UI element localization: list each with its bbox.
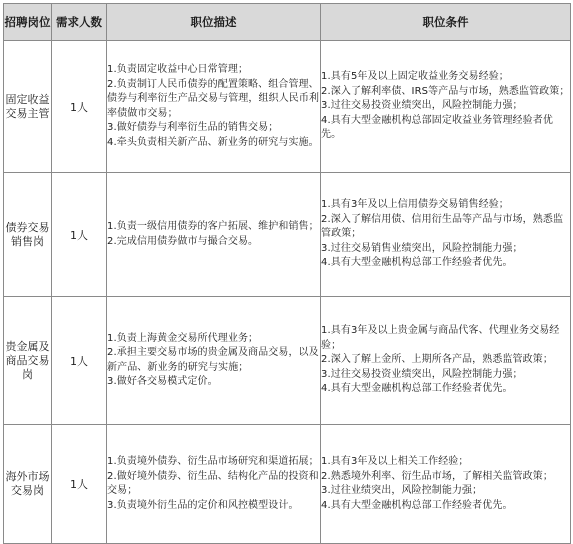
description-list bbox=[107, 63, 320, 150]
table-header bbox=[4, 4, 571, 41]
description-item: 2.负责制订人民币债券的配置策略、组合管理、债券与利率衍生产品交易与管理，组织人民币利率债做市交易； bbox=[107, 78, 320, 119]
requirements-cell bbox=[321, 41, 571, 173]
requirement-item: 4.具有大型金融机构总部固定收益业务管理经验者优先。 bbox=[321, 114, 553, 141]
requirements-list bbox=[321, 70, 570, 143]
table-row bbox=[4, 297, 571, 425]
description-cell bbox=[107, 297, 321, 425]
requirement-item: 2.深入了解利率债、IRS等产品与市场，熟悉监管政策； bbox=[321, 85, 570, 97]
requirements-cell bbox=[321, 173, 571, 297]
position-name: 固定收益交易主管 bbox=[4, 41, 52, 173]
requirement-item: 4.具有大型金融机构总部工作经验者优先。 bbox=[321, 383, 513, 395]
requirement-item: 1.具有3年及以上贵金属与商品代客、代理业务交易经验； bbox=[321, 325, 560, 351]
header-requirements: 职位条件 bbox=[321, 4, 571, 41]
description-item: 3.做好各交易模式定价。 bbox=[107, 376, 218, 387]
job-table bbox=[3, 3, 571, 544]
headcount: 1人 bbox=[52, 425, 107, 544]
position-name: 贵金属及商品交易岗 bbox=[4, 297, 52, 425]
requirements-list bbox=[321, 198, 570, 271]
description-item: 2.承担主要交易市场的贵金属及商品交易，以及新产品、新业务的研究与实施； bbox=[107, 347, 319, 373]
requirements-list bbox=[321, 324, 570, 397]
headcount: 1人 bbox=[52, 173, 107, 297]
requirements-list bbox=[321, 455, 570, 513]
position-name: 债券交易销售岗 bbox=[4, 173, 52, 297]
requirements-cell bbox=[321, 425, 571, 544]
requirement-item: 1.具有5年及以上固定收益业务交易经验； bbox=[321, 71, 509, 83]
description-list bbox=[107, 220, 320, 249]
requirement-item: 2.熟悉境外利率、衍生品市场，了解相关监管政策； bbox=[321, 470, 553, 482]
requirement-item: 3.过往交易销售业绩突出，风险控制能力强； bbox=[321, 242, 523, 254]
description-item: 3.做好债券与利率衍生品的销售交易； bbox=[107, 122, 279, 133]
description-item: 1.负责固定收益中心日常管理； bbox=[107, 64, 249, 75]
description-item: 2.做好境外债券、衍生品、结构化产品的投资和交易； bbox=[107, 470, 319, 496]
table-row bbox=[4, 425, 571, 544]
description-item: 1.负责上海黄金交易所代理业务； bbox=[107, 332, 259, 344]
requirement-item: 3.过往交易投资业绩突出，风险控制能力强； bbox=[321, 368, 523, 380]
requirement-item: 1.具有3年及以上信用债券交易销售经验； bbox=[321, 199, 509, 211]
requirement-item: 4.具有大型金融机构总部工作经验者优先。 bbox=[321, 499, 513, 511]
description-item: 4.牵头负责相关新产品、新业务的研究与实施。 bbox=[107, 136, 319, 148]
description-cell bbox=[107, 41, 321, 173]
requirement-item: 2.深入了解上金所、上期所各产品，熟悉监管政策； bbox=[321, 354, 553, 366]
description-item: 2.完成信用债券做市与撮合交易。 bbox=[107, 235, 259, 247]
position-name: 海外市场交易岗 bbox=[4, 425, 52, 544]
table-row bbox=[4, 41, 571, 173]
description-list bbox=[107, 332, 320, 390]
table-body bbox=[4, 41, 571, 544]
table-row bbox=[4, 173, 571, 297]
requirement-item: 2.深入了解信用债、信用衍生品等产品与市场，熟悉监管政策； bbox=[321, 213, 564, 240]
requirement-item: 4.具有大型金融机构总部工作经验者优先。 bbox=[321, 257, 513, 269]
description-list bbox=[107, 455, 320, 513]
header-count: 需求人数 bbox=[52, 4, 107, 41]
page-container bbox=[3, 3, 571, 544]
description-item: 1.负责一级信用债券的客户拓展、维护和销售； bbox=[107, 221, 319, 232]
requirements-cell bbox=[321, 297, 571, 425]
description-cell bbox=[107, 425, 321, 544]
description-item: 3.负责境外衍生品的定价和风控模型设计。 bbox=[107, 499, 299, 511]
requirement-item: 1.具有3年及以上相关工作经验； bbox=[321, 456, 469, 467]
header-description: 职位描述 bbox=[107, 4, 321, 41]
header-row bbox=[4, 4, 571, 41]
requirement-item: 3.过往业绩突出，风险控制能力强； bbox=[321, 485, 483, 496]
header-position: 招聘岗位 bbox=[4, 4, 52, 41]
description-item: 1.负责境外债券、衍生品市场研究和渠道拓展； bbox=[107, 456, 319, 467]
headcount: 1人 bbox=[52, 297, 107, 425]
description-cell bbox=[107, 173, 321, 297]
headcount: 1人 bbox=[52, 41, 107, 173]
requirement-item: 3.过往交易投资业绩突出，风险控制能力强； bbox=[321, 100, 523, 112]
